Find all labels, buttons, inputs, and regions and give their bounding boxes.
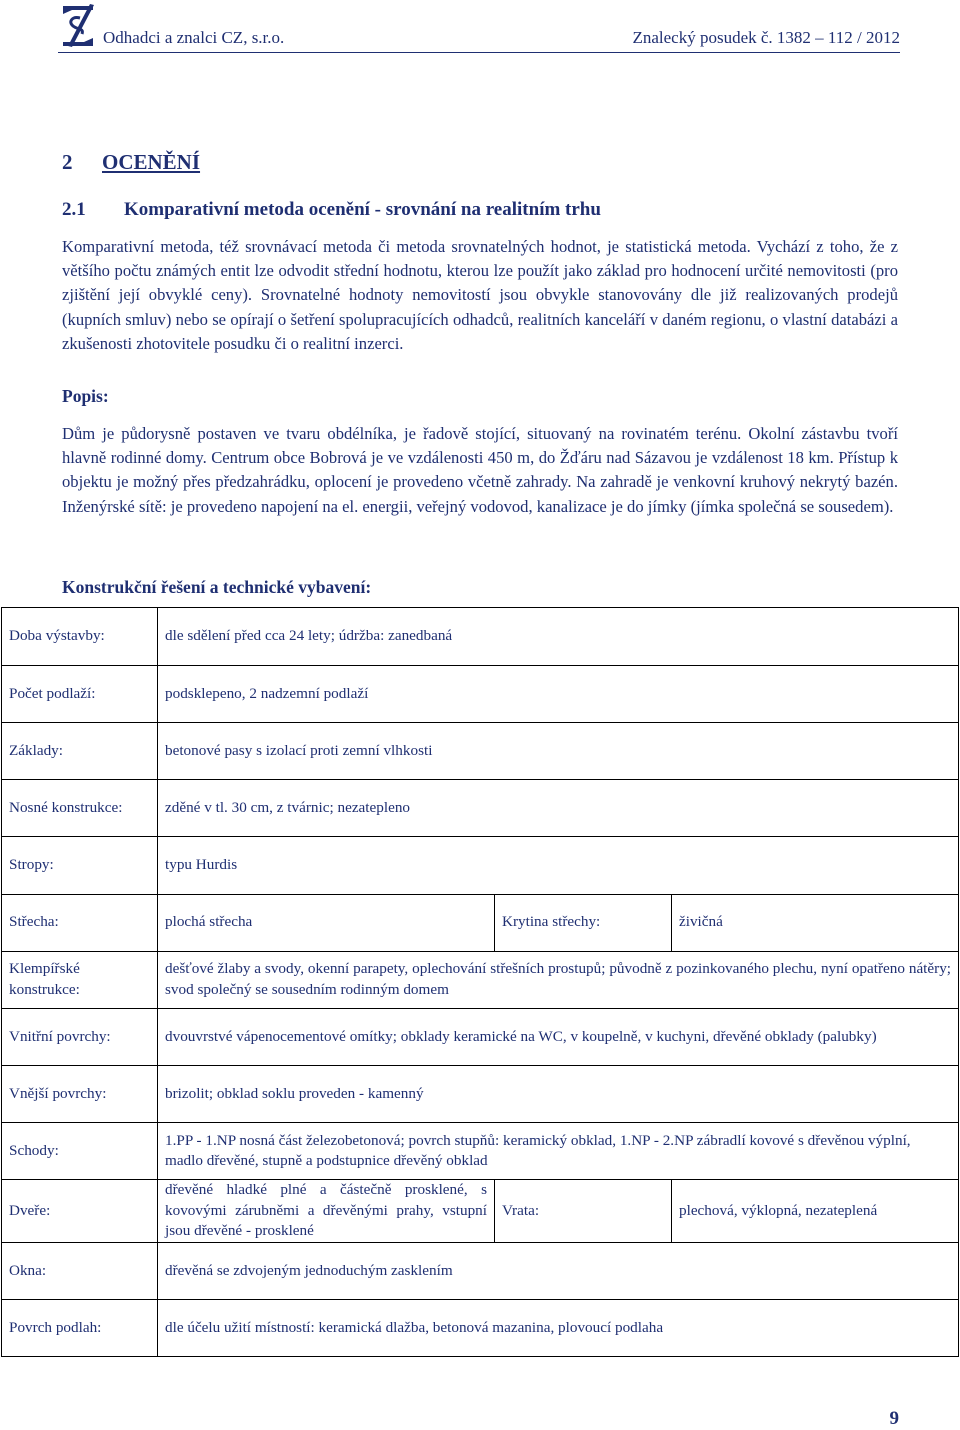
table-row (2, 951, 959, 1008)
row-value: dle sdělení před cca 24 lety; údržba: zanedbaná (158, 608, 959, 666)
row-label: Povrch podlah: (2, 1299, 158, 1356)
subsection-number: 2.1 (62, 199, 86, 220)
section-heading (62, 150, 200, 175)
report-number: Znalecký posudek č. 1382 – 112 / 2012 (632, 28, 900, 47)
table-row (2, 1008, 959, 1065)
row-value: typu Hurdis (158, 837, 959, 894)
row-label: Okna: (2, 1242, 158, 1299)
subsection-title: Komparativní metoda ocenění - srovnání na realitním trhu (124, 199, 601, 220)
table-row (2, 608, 959, 666)
row-label: Vnitřní povrchy: (2, 1008, 158, 1065)
page-header (58, 0, 900, 53)
row-value: dešťové žlaby a svody, okenní parapety, oplechování střešních prostupů; původně z pozinkovaného plechu, nyní opatřeno nátěry; svod společný se sousedním rodinným domem (158, 951, 959, 1008)
popis-paragraph: Dům je půdorysně postaven ve tvaru obdélníka, je řadově stojící, situovaný na rovinatém terénu. Okolní zástavbu tvoří hlavně rodinné domy. Centrum obce Bobrová je ve vzdálenosti 450 m, do Žďáru nad Sázavou je vzdálenost 18 km. Přístup k objektu je možný přes předzahrádku, oplocení je provedeno včetně zahrady. Na zahradě je venkovní kruhový nekrytý bazén. Inženýrské sítě: je provedeno napojení na el. energii, veřejný vodovod, kanalizace je do jímky (jímka společná se sousedem). (62, 424, 898, 516)
row-label: Stropy: (2, 837, 158, 894)
row-value: plechová, výklopná, nezateplená (672, 1180, 959, 1243)
table-row (2, 666, 959, 723)
subsection-heading (62, 199, 601, 221)
row-value: brizolit; obklad soklu proveden - kamenný (158, 1065, 959, 1122)
intro-sentence-2: Srovnatelné hodnoty nemovitostí jsou obvykle stanovovány dle již realizovaných prodejů (kupních smluv) nebo se opírají o šetření spolupracujících odhadců, realitních kanceláří v daném regionu, o vlastní databázi a zkušenosti zhotovitele posudku či o realitní inzerci. (62, 285, 898, 353)
intro-paragraph (62, 235, 898, 356)
company-name: Odhadci a znalci CZ, s.r.o. (103, 28, 285, 47)
page-number: 9 (889, 1408, 899, 1429)
row-value: podsklepeno, 2 nadzemní podlaží (158, 666, 959, 723)
row-value: plochá střecha (158, 894, 495, 951)
row-value: dle účelu užití místností: keramická dlažba, betonová mazanina, plovoucí podlaha (158, 1299, 959, 1356)
row-label: Základy: (2, 723, 158, 780)
table-row (2, 837, 959, 894)
row-value: zděné v tl. 30 cm, z tvárnic; nezatepleno (158, 780, 959, 837)
construction-table (1, 607, 959, 1357)
row-label: Krytina střechy: (495, 894, 672, 951)
table-row (2, 1299, 959, 1356)
row-value: betonové pasy s izolací proti zemní vlhkosti (158, 723, 959, 780)
table-row (2, 894, 959, 951)
row-value: dřevěné hladké plné a částečně prosklené, s kovovými zárubněmi a dřevěnými prahy, vstupní jsou dřevěné - prosklené (158, 1180, 495, 1243)
table-row (2, 723, 959, 780)
section-title: OCENĚNÍ (102, 150, 201, 174)
row-value: dřevěná se zdvojeným jednoduchým zasklením (158, 1242, 959, 1299)
table-row (2, 1122, 959, 1179)
row-value: dvouvrstvé vápenocementové omítky; obklady keramické na WC, v koupelně, v kuchyni, dřevěné obklady (palubky) (158, 1008, 959, 1065)
row-label: Vnější povrchy: (2, 1065, 158, 1122)
row-label: Doba výstavby: (2, 608, 158, 666)
row-label: Nosné konstrukce: (2, 780, 158, 837)
popis-heading: Popis: (62, 386, 109, 406)
row-label: Vrata: (495, 1180, 672, 1243)
table-row (2, 1065, 959, 1122)
row-label: Dveře: (2, 1180, 158, 1243)
intro-sentence-1: Komparativní metoda, též srovnávací metoda či metoda srovnatelných hodnot, je statistická metoda. Vychází z toho, že z většího počtu známých entit lze odvodit střední hodnotu, kterou lze použít jako základ pro hodnocení určité nemovitosti (pro zjištění její obvyklé ceny). (62, 237, 898, 305)
row-label: Schody: (2, 1122, 158, 1179)
row-value: 1.PP - 1.NP nosná část železobetonová; povrch stupňů: keramický obklad, 1.NP - 2.NP zábradlí kovové s dřevěnou výplní, madlo dřevěné, stupně a podstupnice dřevěný obklad (158, 1122, 959, 1179)
row-value: živičná (672, 894, 959, 951)
row-label: Klempířské konstrukce: (2, 951, 158, 1008)
row-label: Střecha: (2, 894, 158, 951)
section-number: 2 (62, 150, 73, 174)
company-logo-icon (60, 4, 96, 48)
table-row (2, 1242, 959, 1299)
construction-heading: Konstrukční řešení a technické vybavení: (62, 577, 372, 597)
table-row (2, 780, 959, 837)
row-label: Počet podlaží: (2, 666, 158, 723)
table-row (2, 1180, 959, 1243)
